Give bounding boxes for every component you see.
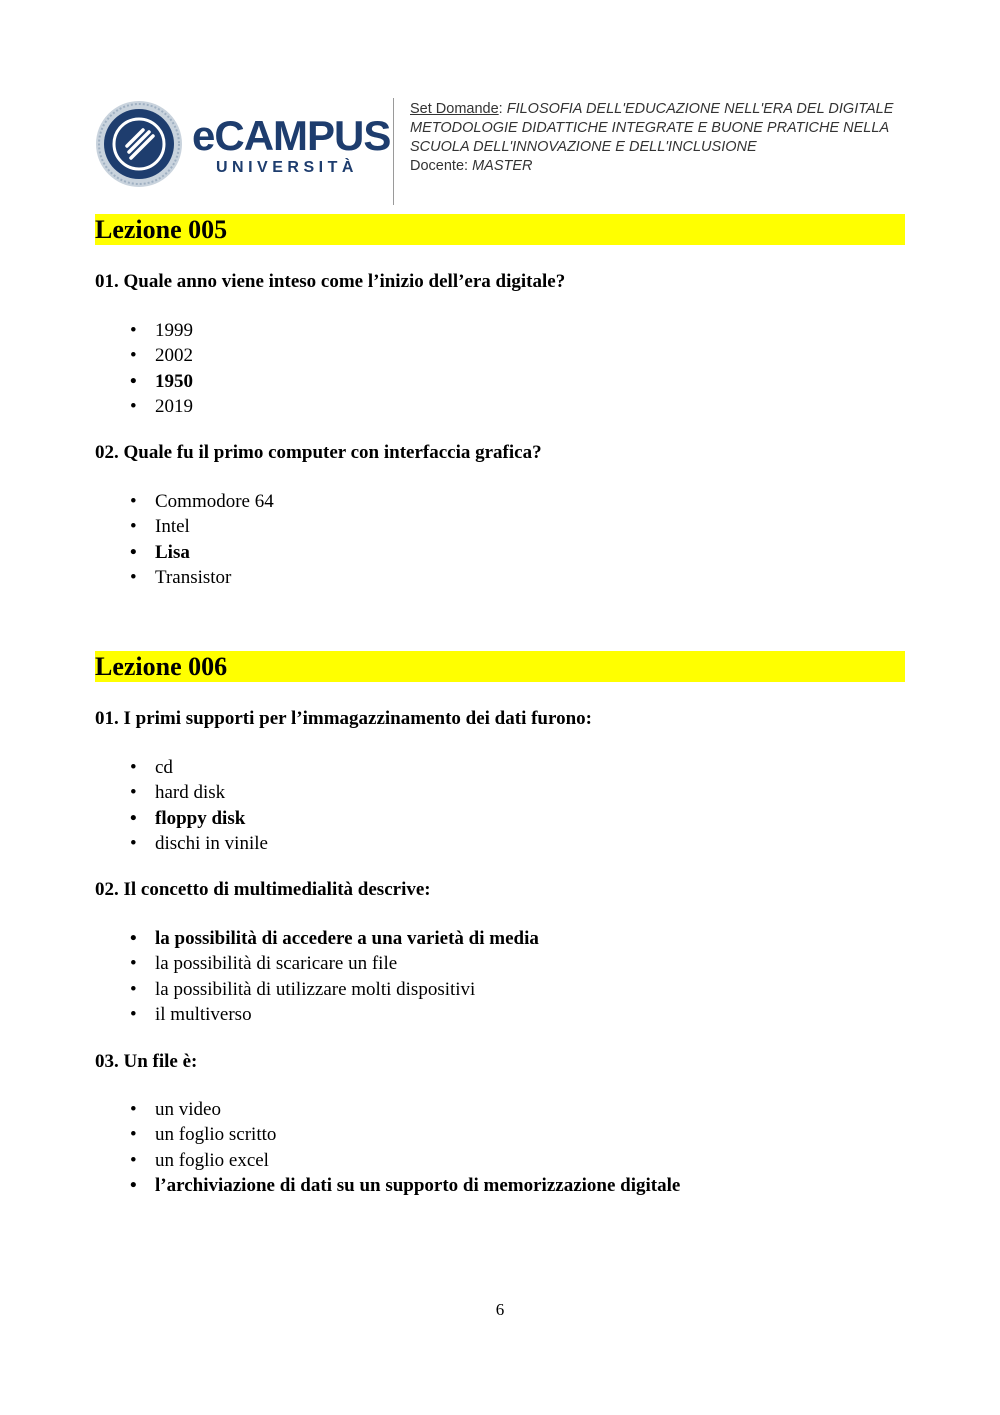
answer-item: • la possibilità di scaricare un file (130, 951, 539, 976)
set-title: FILOSOFIA DELL'EDUCAZIONE NELL'ERA DEL DIGITALE (506, 101, 894, 117)
answer-item: • 1999 (130, 318, 193, 343)
answer-item: • hard disk (130, 780, 268, 805)
question-text: 01. I primi supporti per l’immagazzinamento dei dati furono: (95, 708, 592, 729)
lesson-title: Lezione 005 (95, 215, 228, 244)
answer-item-correct: • la possibilità di accedere a una varietà di media (130, 926, 539, 951)
question-text: 02. Il concetto di multimedialità descrive: (95, 879, 431, 900)
answer-item: • 2019 (130, 394, 193, 419)
document-header (95, 97, 905, 207)
docente-line (410, 157, 905, 176)
set-label: Set Domande (410, 101, 499, 117)
answer-item-correct: • Lisa (130, 540, 274, 565)
ecampus-seal-icon (95, 100, 183, 188)
answer-item: • 2002 (130, 343, 193, 368)
answer-list (130, 755, 268, 856)
logo-subtitle: UNIVERSITÀ (216, 159, 358, 176)
answer-list (130, 318, 193, 419)
lesson-title: Lezione 006 (95, 652, 228, 681)
lesson-heading (95, 214, 905, 245)
answer-item: • Intel (130, 514, 274, 539)
answer-item-correct: • floppy disk (130, 806, 268, 831)
answer-item: • la possibilità di utilizzare molti dispositivi (130, 977, 539, 1002)
answer-list (130, 1097, 680, 1198)
set-line: Set Domande: FILOSOFIA DELL'EDUCAZIONE NELL'ERA DEL DIGITALE (410, 101, 894, 117)
page-number: 6 (495, 1300, 505, 1319)
docente-label: Docente: (410, 158, 473, 174)
answer-item: • cd (130, 755, 268, 780)
answer-item: • un foglio excel (130, 1148, 680, 1173)
question-text: 01. Quale anno viene inteso come l’inizio dell’era digitale? (95, 271, 566, 292)
logo-wordmark: eCAMPUS (192, 112, 391, 159)
answer-item: • un foglio scritto (130, 1122, 680, 1147)
answer-item: • un video (130, 1097, 680, 1122)
answer-item: • dischi in vinile (130, 831, 268, 856)
lesson-heading (95, 651, 905, 682)
answer-list (130, 489, 274, 590)
question-text: 02. Quale fu il primo computer con interfaccia grafica? (95, 442, 542, 463)
docente-name: MASTER (472, 158, 533, 174)
header-info (410, 100, 905, 176)
answer-item: • Transistor (130, 565, 274, 590)
answer-item: • il multiverso (130, 1002, 539, 1027)
course-title: METODOLOGIE DIDATTICHE INTEGRATE E BUONE PRATICHE NELLA SCUOLA DELL'INNOVAZIONE E DELL'INCLUSIONE (410, 120, 889, 155)
answer-item-correct: • l’archiviazione di dati su un supporto di memorizzazione digitale (130, 1173, 680, 1198)
answer-item-correct: • 1950 (130, 369, 193, 394)
answer-list (130, 926, 539, 1027)
header-divider (393, 98, 394, 205)
question-text: 03. Un file è: (95, 1051, 198, 1072)
course-line (410, 119, 905, 157)
answer-item: • Commodore 64 (130, 489, 274, 514)
